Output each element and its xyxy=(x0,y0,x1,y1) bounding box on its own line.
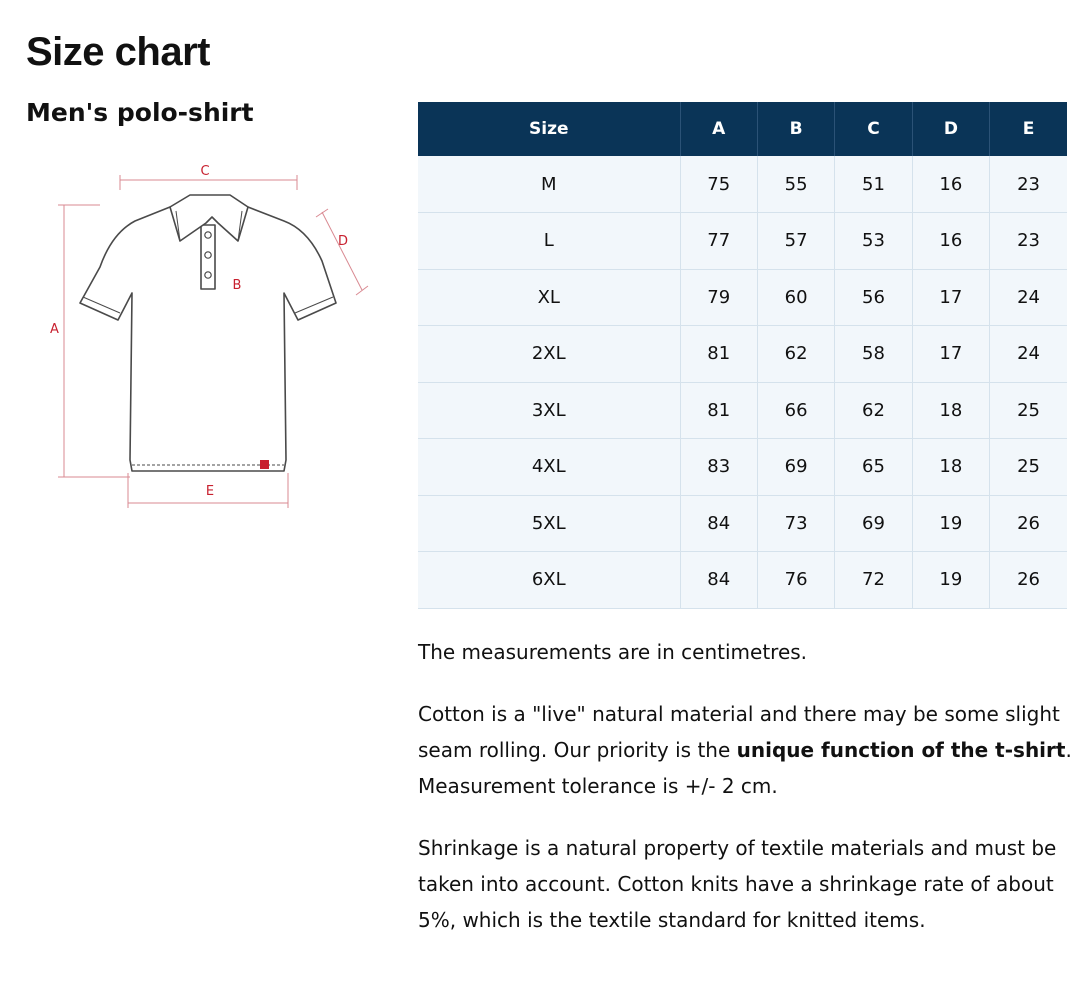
table-row xyxy=(418,213,1067,270)
table-cell: 3XL xyxy=(418,382,680,439)
table-cell: 56 xyxy=(835,269,912,326)
table-cell: 17 xyxy=(912,269,989,326)
table-cell: 25 xyxy=(990,439,1067,496)
cotton-note-emphasis: unique function of the t-shirt xyxy=(736,738,1066,762)
dim-label-a: A xyxy=(50,322,59,337)
table-cell: 2XL xyxy=(418,326,680,383)
table-cell: 81 xyxy=(680,326,757,383)
table-cell: 66 xyxy=(757,382,834,439)
table-cell: 84 xyxy=(680,552,757,609)
table-row xyxy=(418,269,1067,326)
units-note: The measurements are in centimetres. xyxy=(418,640,808,664)
table-row xyxy=(418,495,1067,552)
table-cell: 76 xyxy=(757,552,834,609)
table-row xyxy=(418,326,1067,383)
table-header-row xyxy=(418,102,1067,156)
column-header: C xyxy=(835,102,912,156)
column-header: E xyxy=(990,102,1067,156)
column-header: D xyxy=(912,102,989,156)
table-row xyxy=(418,439,1067,496)
table-cell: 16 xyxy=(912,156,989,213)
table-cell: 18 xyxy=(912,439,989,496)
table-cell: 62 xyxy=(835,382,912,439)
table-cell: 53 xyxy=(835,213,912,270)
table-cell: 72 xyxy=(835,552,912,609)
label-tag-icon xyxy=(260,460,269,469)
cotton-note-tolerance: . Measurement tolerance is +/- 2 cm. xyxy=(418,738,1072,798)
table-cell: 25 xyxy=(990,382,1067,439)
dim-label-c: C xyxy=(200,164,210,179)
table-cell: 24 xyxy=(990,326,1067,383)
table-cell: 65 xyxy=(835,439,912,496)
column-header: A xyxy=(680,102,757,156)
table-row xyxy=(418,156,1067,213)
shrinkage-note: Shrinkage is a natural property of textile materials and must be taken into account. Cotton knits have a shrinkage rate of about 5%, which is the textile standard for knitted items. xyxy=(418,836,1057,932)
table-cell: 23 xyxy=(990,156,1067,213)
table-cell: 5XL xyxy=(418,495,680,552)
table-cell: 73 xyxy=(757,495,834,552)
table-cell: 57 xyxy=(757,213,834,270)
table-cell: 51 xyxy=(835,156,912,213)
table-cell: 19 xyxy=(912,552,989,609)
table-cell: 26 xyxy=(990,552,1067,609)
page-title: Size chart xyxy=(26,30,210,74)
table-cell: M xyxy=(418,156,680,213)
cotton-note xyxy=(418,696,1078,804)
product-subtitle: Men's polo-shirt xyxy=(26,98,254,127)
table-row xyxy=(418,382,1067,439)
dim-label-b: B xyxy=(232,278,242,293)
table-cell: 16 xyxy=(912,213,989,270)
table-cell: 69 xyxy=(835,495,912,552)
table-cell: 18 xyxy=(912,382,989,439)
table-cell: XL xyxy=(418,269,680,326)
table-cell: 17 xyxy=(912,326,989,383)
table-cell: 84 xyxy=(680,495,757,552)
table-cell: 77 xyxy=(680,213,757,270)
table-cell: 58 xyxy=(835,326,912,383)
table-cell: 81 xyxy=(680,382,757,439)
table-cell: 75 xyxy=(680,156,757,213)
dim-label-e: E xyxy=(205,484,215,499)
table-cell: 19 xyxy=(912,495,989,552)
table-cell: 4XL xyxy=(418,439,680,496)
table-cell: L xyxy=(418,213,680,270)
table-cell: 69 xyxy=(757,439,834,496)
table-cell: 55 xyxy=(757,156,834,213)
column-header: B xyxy=(757,102,834,156)
table-cell: 24 xyxy=(990,269,1067,326)
table-cell: 62 xyxy=(757,326,834,383)
cotton-note-text: Cotton is a "live" natural material and there may be some slight seam rolling. Our priority is the xyxy=(418,702,1060,762)
table-cell: 60 xyxy=(757,269,834,326)
table-cell: 83 xyxy=(680,439,757,496)
polo-shirt-measurement-diagram xyxy=(40,155,380,515)
table-cell: 23 xyxy=(990,213,1067,270)
column-header: Size xyxy=(418,102,680,156)
table-cell: 79 xyxy=(680,269,757,326)
notes-section xyxy=(418,634,1078,964)
table-cell: 26 xyxy=(990,495,1067,552)
table-cell: 6XL xyxy=(418,552,680,609)
table-row xyxy=(418,552,1067,609)
size-table xyxy=(418,102,1067,609)
dim-label-d: D xyxy=(338,234,349,249)
